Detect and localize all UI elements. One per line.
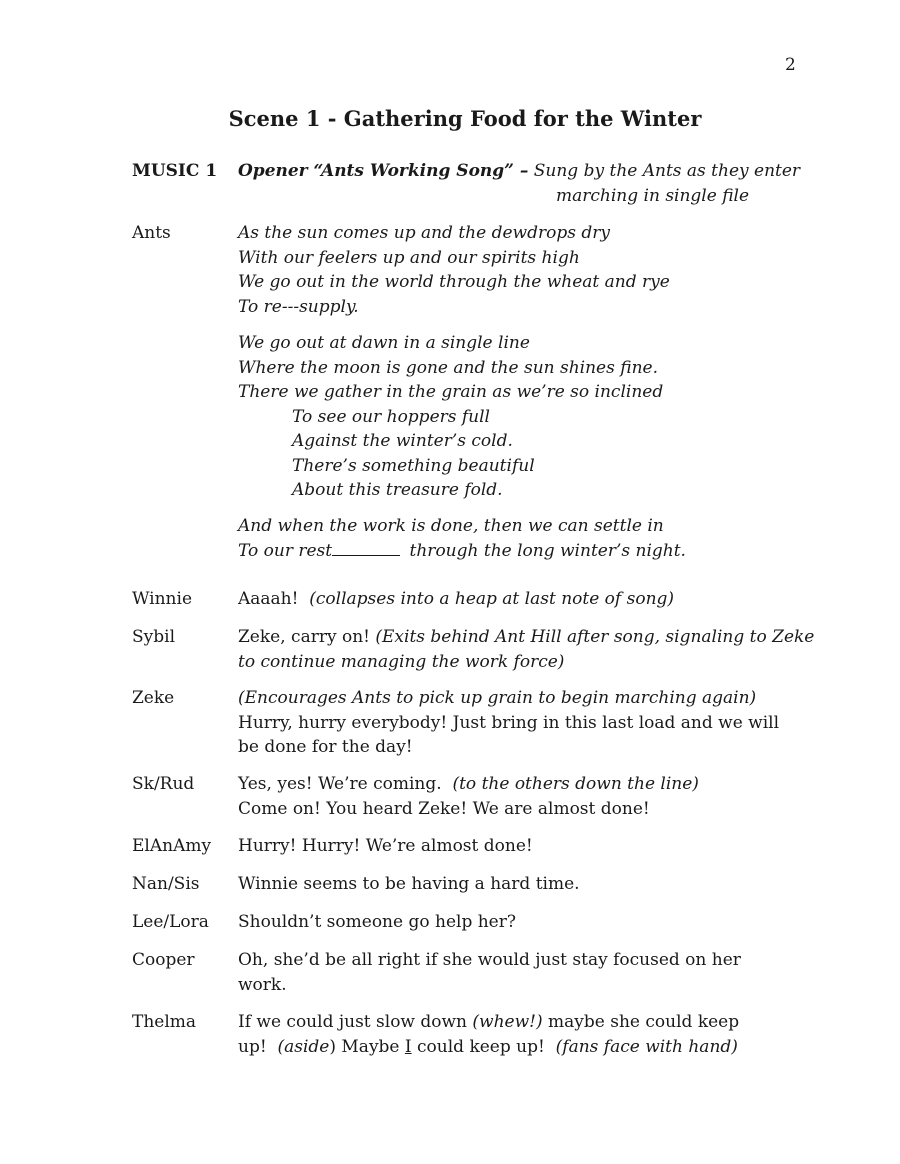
spoken-text: maybe she could keep bbox=[548, 1012, 740, 1032]
spoken-text: Shouldn’t someone go help her? bbox=[238, 912, 516, 932]
line-elanamy bbox=[238, 834, 818, 859]
line-cooper bbox=[238, 948, 818, 997]
spoken-text: Hurry! Hurry! We’re almost done! bbox=[238, 836, 533, 856]
music-cue-label: MUSIC 1 bbox=[132, 161, 218, 181]
lyric-line: With our feelers up and our spirits high bbox=[238, 247, 580, 268]
line-leelora bbox=[238, 910, 818, 935]
music-description: Sung by the Ants as they enter bbox=[533, 161, 801, 181]
lyric-line: And when the work is done, then we can settle in bbox=[238, 516, 664, 536]
spoken-text: be done for the day! bbox=[238, 737, 413, 757]
stage-direction: (fans face with hand) bbox=[555, 1036, 738, 1057]
lyric-line-with-blank bbox=[238, 539, 818, 564]
music-description-cont: marching in single file bbox=[556, 185, 750, 206]
stage-direction: to continue managing the work force) bbox=[238, 651, 565, 672]
lyric-line: There we gather in the grain as we’re so inclined bbox=[238, 382, 664, 402]
lyric-line: We go out in the world through the wheat and rye bbox=[238, 272, 670, 292]
spoken-text: up! bbox=[238, 1036, 267, 1057]
spoken-text: If we could just slow down bbox=[238, 1012, 468, 1032]
scene-title: Scene 1 - Gathering Food for the Winter bbox=[228, 106, 702, 131]
spoken-text: Aaaah! bbox=[238, 589, 299, 609]
line-winnie bbox=[238, 587, 818, 612]
music-cue-text bbox=[238, 159, 818, 208]
stage-direction: (Exits behind Ant Hill after song, signaling to Zeke bbox=[375, 627, 815, 647]
line-zeke bbox=[238, 686, 818, 760]
speaker-thelma: Thelma bbox=[132, 1012, 197, 1032]
stage-direction: (whew!) bbox=[472, 1012, 543, 1032]
spoken-text: could keep up! bbox=[417, 1036, 545, 1057]
speaker-winnie: Winnie bbox=[132, 589, 193, 609]
music-opener-title: Opener “Ants Working Song” – bbox=[238, 161, 529, 181]
line-nansis bbox=[238, 872, 818, 897]
spoken-text: Hurry, hurry everybody! Just bring in this last load and we will bbox=[238, 712, 780, 733]
lyric-line: To re---supply. bbox=[238, 296, 359, 317]
underlined-word: I bbox=[404, 1036, 412, 1057]
lyric-line-indented: About this treasure fold. bbox=[292, 480, 503, 500]
speaker-elanamy: ElAnAmy bbox=[132, 836, 212, 856]
spoken-text: Zeke, carry on! bbox=[238, 627, 370, 647]
stage-direction: (aside bbox=[277, 1036, 330, 1057]
spoken-text: work. bbox=[238, 974, 287, 995]
spoken-text: Winnie seems to be having a hard time. bbox=[238, 874, 580, 894]
speaker-leelora: Lee/Lora bbox=[132, 912, 209, 932]
song-lyrics-verse-2 bbox=[238, 331, 818, 503]
lyric-line: We go out at dawn in a single line bbox=[238, 333, 530, 353]
song-lyrics-verse-3 bbox=[238, 514, 818, 563]
speaker-zeke: Zeke bbox=[132, 688, 175, 708]
lyric-line-indented: To see our hoppers full bbox=[292, 406, 490, 427]
line-thelma bbox=[238, 1010, 818, 1059]
blank-line bbox=[332, 539, 400, 556]
spoken-text: ) Maybe bbox=[329, 1036, 400, 1057]
speaker-skrud: Sk/Rud bbox=[132, 774, 195, 794]
lyric-line-indented: There’s something beautiful bbox=[292, 455, 535, 476]
lyric-line: As the sun comes up and the dewdrops dry bbox=[238, 223, 610, 243]
line-skrud bbox=[238, 772, 818, 821]
speaker-nansis: Nan/Sis bbox=[132, 874, 200, 894]
stage-direction: (collapses into a heap at last note of song) bbox=[309, 589, 675, 609]
lyric-fragment: To our rest bbox=[238, 540, 333, 561]
page-number: 2 bbox=[785, 55, 796, 75]
spoken-text: Oh, she’d be all right if she would just stay focused on her bbox=[238, 950, 741, 970]
lyric-line: Where the moon is gone and the sun shines fine. bbox=[238, 357, 658, 378]
lyric-line-indented: Against the winter’s cold. bbox=[292, 431, 513, 451]
stage-direction: (to the others down the line) bbox=[452, 774, 699, 794]
speaker-cooper: Cooper bbox=[132, 950, 195, 970]
speaker-sybil: Sybil bbox=[132, 627, 176, 647]
stage-direction: (Encourages Ants to pick up grain to begin marching again) bbox=[238, 688, 757, 708]
spoken-text: Yes, yes! We’re coming. bbox=[238, 774, 442, 794]
line-sybil bbox=[238, 625, 818, 674]
speaker-ants: Ants bbox=[132, 223, 171, 243]
lyric-fragment: through the long winter’s night. bbox=[409, 540, 686, 561]
spoken-text: Come on! You heard Zeke! We are almost done! bbox=[238, 798, 650, 819]
song-lyrics bbox=[238, 221, 818, 319]
